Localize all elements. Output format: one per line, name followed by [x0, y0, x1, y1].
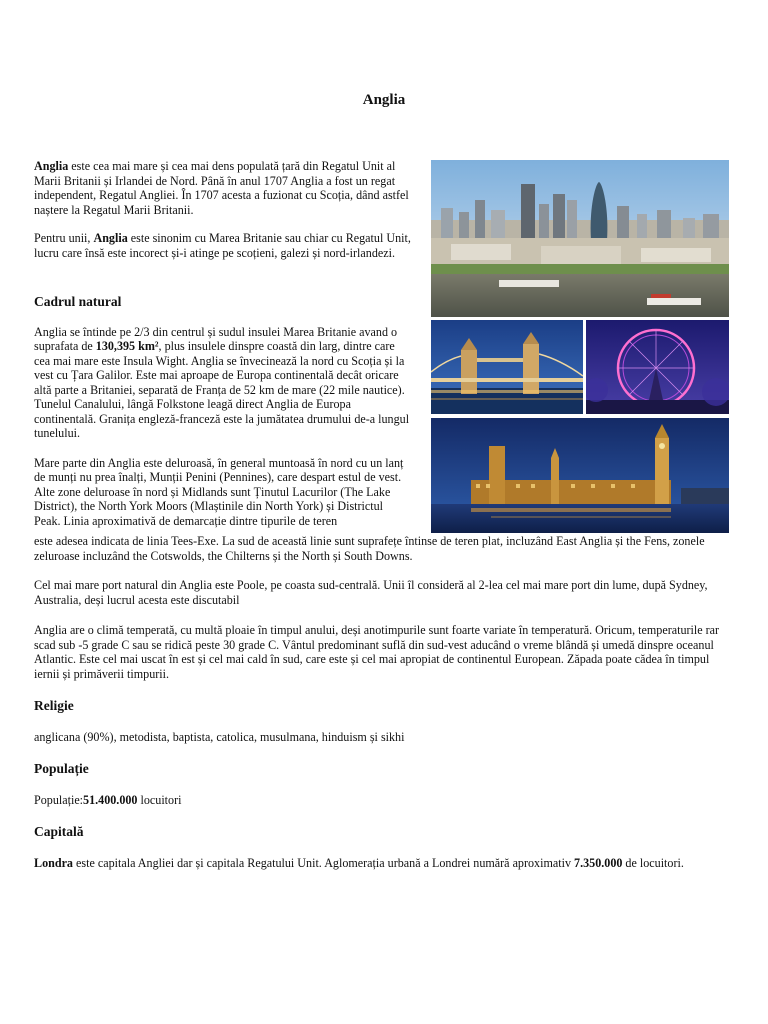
- intro-bold-anglia-2: Anglia: [93, 231, 128, 245]
- cadrul-area-value: 130,395 km²: [95, 339, 159, 353]
- intro-section: [34, 159, 412, 260]
- cadrul-heading: Cadrul natural: [34, 294, 122, 309]
- intro-paragraph-2: [34, 231, 412, 260]
- cadrul-paragraph-2b: este adesea indicata de linia Tees-Exe. La sud de această linie sunt suprafețe întinse de teren plat, incluzând East Anglia și the Fens, zonele zeluroase incluzând the Cotswolds, the Chilterns și the North și South Downs.: [34, 534, 705, 563]
- cadrul-p1-post: , plus insulele dinspre coastă din larg, dintre care cea mai mare este Insula Wight. Anglia se învecinează la nord cu Scoția și la vest cu Țara Galilor. Este mai aproape de Europa continentală decât oricare altă parte a Britaniei, separată de Franța de 52 km de mare (22 mile nautice). Tunelul Canalului, lângă Folkstone leagă direct Anglia de Europa continentală. Granița engleză-franceză este la jumătatea drumului de-a lungul tunelului.: [34, 339, 410, 440]
- capitala-paragraph: [34, 856, 734, 871]
- cadrul-section: [34, 295, 412, 528]
- london-eye-photo: [586, 320, 729, 414]
- intro-bold-anglia: Anglia: [34, 159, 69, 173]
- capitala-population: 7.350.000: [574, 855, 623, 870]
- tower-bridge-photo: [431, 320, 583, 414]
- intro-paragraph-1: [34, 159, 412, 217]
- page-title: Anglia: [362, 92, 406, 108]
- religie-heading: Religie: [34, 698, 74, 713]
- cadrul-paragraph-1: [34, 325, 412, 441]
- capitala-mid: este capitala Angliei dar și capitala Regatului Unit. Aglomerația urbană a Londrei numără aproximativ: [72, 855, 575, 870]
- cadrul-p1-pre: Anglia se întinde pe 2/3 din centrul și sudul insulei Marea Britanie avand o suprafata de: [34, 324, 398, 353]
- populatie-pre: Populație:: [34, 792, 84, 807]
- intro-text-1: este cea mai mare și cea mai dens populată țară din Regatul Unit al Marii Britanii și Irlandei de Nord. Până în anul 1707 Anglia a fost un regat independent, Regatul Angliei. În 1707 acesta a fuzionat cu Scoția, dând astfel naștere la Regatul Marii Britanii.: [34, 159, 409, 217]
- capitala-heading: Capitală: [34, 824, 84, 839]
- capitala-post: de locuitori.: [622, 855, 684, 870]
- cadrul-paragraph-3: Cel mai mare port natural din Anglia este Poole, pe coasta sud-centrală. Unii îl consideră al 2-lea cel mai mare port din lume, după Sydney, Australia, deși lucrul acesta este discutabil: [34, 578, 708, 607]
- religie-text: anglicana (90%), metodista, baptista, catolica, musulmana, hinduism și sikhi: [34, 729, 405, 744]
- capitala-city: Londra: [34, 855, 73, 870]
- populatie-value: 51.400.000: [83, 792, 138, 807]
- cadrul-paragraph-4: Anglia are o climă temperată, cu multă ploaie în timpul anului, deși anotimpurile sunt foarte variate în temperatură. Oricum, temperaturile rar scad sub -5 grade C sau se ridică peste 30 grade C. Vântul predominant suflă din sud-vest aducând o vreme blândă și umedă dinspre oceanul Atlantic. Este cel mai uscat în est și cel mai cald în sud, care este și cel mai apropiat de continentul European. Zăpada poate cădea în timpul iernii și primăverii timpurii.: [34, 623, 720, 681]
- cadrul-paragraph-2a: Mare parte din Anglia este deluroasă, în general muntoasă în nord cu un lanț de munți nu prea înalți, Munții Penini (Pennines), care despart estul de vest. Alte zone deluroase în nord și Midlands sunt Ținutul Lacurilor (The Lake District), the North York Moors (Mlaștinile din North York) și Districtul Peak. Linia aproximativă de demarcație dintre tipurile de teren: [34, 455, 404, 528]
- intro-pre-2: Pentru unii,: [34, 231, 94, 245]
- populatie-heading: Populație: [34, 761, 89, 776]
- london-skyline-photo: [431, 160, 729, 317]
- intro-text-2: este sinonim cu Marea Britanie sau chiar cu Regatul Unit, lucru care însă este incorect și-i atinge pe scoțieni, galezi și nord-irlandezi.: [34, 231, 411, 260]
- populatie-paragraph: [34, 793, 734, 808]
- full-width-section: [34, 534, 734, 870]
- parliament-big-ben-photo: [431, 418, 729, 533]
- populatie-post: locuitori: [137, 792, 182, 807]
